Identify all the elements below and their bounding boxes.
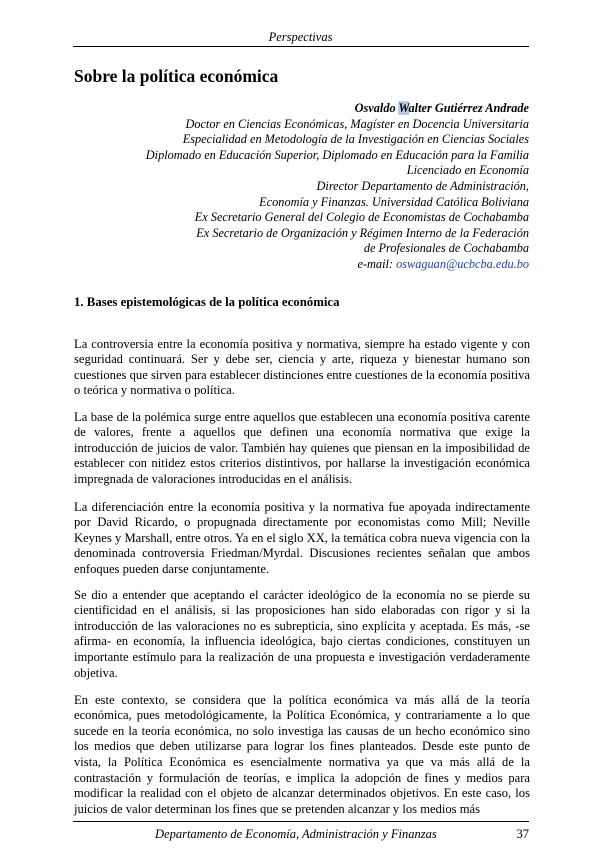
body-paragraph: La diferenciación entre la economía positiva y la normativa fue apoyada indirectamente por David Ricardo, o propugnada directamente por economistas como Mill; Neville Keynes y Marshall, entre otros. Ya en el siglo XX, la temática cobra nueva vigencia con la denominada controversia Friedman/Myrdal. Discusiones recientes señalan que ambos enfoques pueden darse conjuntamente. [74, 499, 530, 576]
author-credential: Ex Secretario General del Colegio de Economistas de Cochabamba [194, 210, 529, 225]
author-credential: Director Departamento de Administración, [316, 178, 529, 193]
body-paragraph: En este contexto, se considera que la política económica va más allá de la teoría económica, pues metodológicamente, la Política Económica, y contrariamente a lo que sucede en la teoría económica, no solo investiga las causas de un hecho económico sino los medios que deben utilizarse para lograr los fines planteados. Desde este punto de vista, la Política Económica es esencialmente normativa ya que va más allá de la contrastación y formulación de teorías, e implica la adopción de fines y medios para modificar la realidad con el objeto de alcanzar determinados objetivos. En este caso, los juicios de valor determinan los fines que se pretenden alcanzar y los medios más [74, 692, 530, 816]
author-name: Osvaldo Walter Gutiérrez Andrade [354, 101, 529, 115]
author-credential: Licenciado en Economía [406, 163, 529, 178]
article-title: Sobre la política económica [74, 66, 279, 86]
body-paragraph: La base de la polémica surge entre aquellos que establecen una economía positiva carente de valores, frente a aquellos que definen una economía normativa que exige la introducción de juicios de valor. También hay quienes que piensan en la imposibilidad de establecer con nitidez estos criterios distintivos, por hallarse la investigación económica impregnada de valoraciones introducidas en el análisis. [74, 409, 530, 486]
author-credential: Doctor en Ciencias Económicas, Magíster en Docencia Universitaria [185, 116, 529, 131]
page-number: 37 [516, 827, 529, 841]
header-rule [73, 46, 529, 47]
author-credential: de Profesionales de Cochabamba [363, 241, 529, 256]
author-email-line [69, 257, 529, 273]
email-label: e-mail: [357, 256, 394, 271]
section-heading: 1. Bases epistemológicas de la política económica [74, 295, 340, 309]
footer-rule [73, 821, 529, 822]
author-credential: Diplomado en Educación Superior, Diplomado en Educación para la Familia [145, 147, 529, 162]
footer-department: Departamento de Economía, Administración y Finanzas [155, 827, 437, 841]
body-paragraph: La controversia entre la economía positiva y normativa, siempre ha estado vigente y con seguridad continuará. Ser y debe ser, ciencia y arte, riqueza y bienestar humano son cuestiones que sirven para establecer distinciones entre cuestiones de la economía positiva o teórica y normativa o política. [74, 336, 530, 398]
author-credential: Especialidad en Metodología de la Investigación en Ciencias Sociales [182, 132, 529, 147]
running-header: Perspectivas [268, 30, 333, 44]
email-link[interactable]: oswaguan@ucbcba.edu.bo [396, 256, 529, 271]
body-paragraph: Se dio a entender que aceptando el carácter ideológico de la economía no se pierde su cientificidad en el análisis, si las proposiciones han sido elaboradas con rigor y si la introducción de las valoraciones no es subrepticia, sino explícita y aceptada. Es más, -se afirma- en economía, la influencia ideológica, bajo ciertas condiciones, constituyen un importante estímulo para la realización de una propuesta e investigación verdaderamente objetiva. [74, 587, 530, 680]
selected-text-highlight[interactable]: W [398, 101, 409, 115]
author-block [69, 101, 529, 273]
author-credential: Ex Secretario de Organización y Régimen Interno de la Federación [196, 225, 529, 240]
author-credential: Economía y Finanzas. Universidad Católica Boliviana [259, 194, 529, 209]
